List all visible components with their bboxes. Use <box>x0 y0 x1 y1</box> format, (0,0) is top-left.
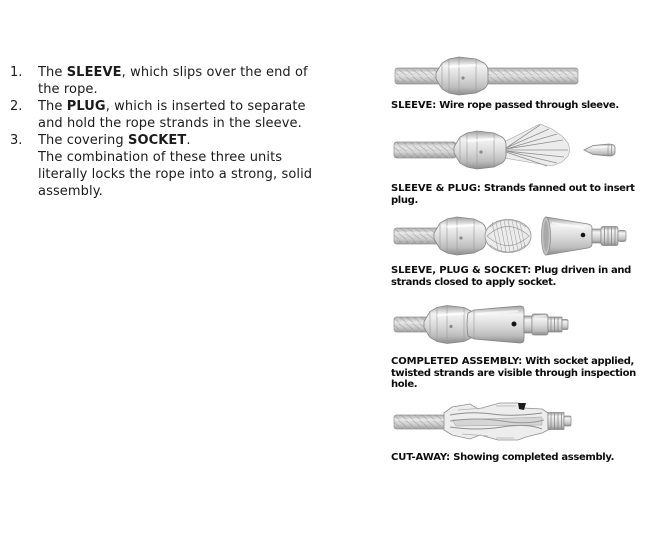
rope-with-sleeve-icon <box>392 52 582 100</box>
cutaway-body <box>444 403 548 440</box>
wire-rope <box>394 228 440 244</box>
list-text: The covering SOCKET. The combination of these three units literally locks the rope into a strong, solid assembly. <box>38 132 330 200</box>
list-text-detail: The combination of these three units literally locks the rope into a strong, solid assembly. <box>38 150 313 199</box>
inspection-hole <box>512 322 517 327</box>
rope-sleeve-fanned-strands-and-plug-icon <box>392 121 620 178</box>
figure-caption-sleeve-plug: SLEEVE & PLUG: Strands fanned out to insert plug. <box>391 183 635 206</box>
figure-caption-sleeve: SLEEVE: Wire rope passed through sleeve. <box>391 100 619 111</box>
socket <box>542 217 627 255</box>
figure-caption-cutaway: CUT-AWAY: Showing completed assembly. <box>391 452 615 463</box>
list-number: 1. <box>10 65 23 80</box>
closed-strand-bulb <box>485 220 531 253</box>
cutaway-of-completed-assembly-icon <box>392 396 587 448</box>
term-socket: SOCKET <box>127 133 187 148</box>
completed-assembly-icon <box>392 299 587 352</box>
inspection-hole <box>581 233 586 238</box>
list-item-socket <box>10 132 340 200</box>
fanned-strands <box>504 124 570 166</box>
list-number: 2. <box>10 99 23 114</box>
plug <box>584 144 615 156</box>
wire-rope <box>394 415 450 429</box>
list-text: The PLUG, which is inserted to separate and hold the rope strands in the sleeve. <box>38 99 306 131</box>
list-item-plug <box>10 98 340 132</box>
list-number: 3. <box>10 133 23 148</box>
term-sleeve: SLEEVE <box>66 65 122 80</box>
rope-sleeve-plug-and-socket-icon <box>392 209 634 264</box>
term-plug: PLUG <box>66 99 106 114</box>
list-text: The SLEEVE, which slips over the end of the rope. <box>38 65 308 97</box>
threaded-end <box>548 413 571 430</box>
list-item-sleeve <box>10 64 340 98</box>
figure-caption-completed-assembly: COMPLETED ASSEMBLY: With socket applied, twisted strands are visible through inspection hole. <box>391 356 636 390</box>
figure-caption-sleeve-plug-socket: SLEEVE, PLUG & SOCKET: Plug driven in and strands closed to apply socket. <box>391 265 631 288</box>
socket-body <box>467 306 568 343</box>
instruction-list <box>10 64 340 200</box>
wire-rope <box>394 142 456 158</box>
